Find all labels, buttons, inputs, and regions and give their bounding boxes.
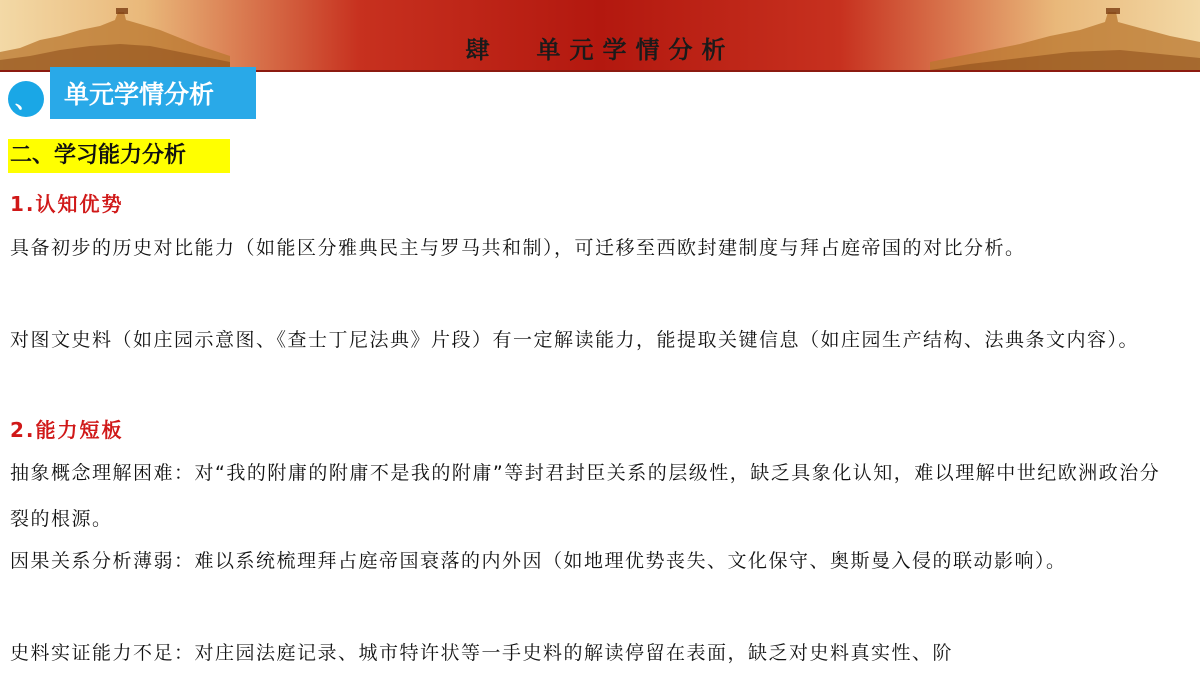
header-banner bbox=[0, 0, 1200, 70]
paragraph-strength-2: 对图文史料（如庄园示意图、《查士丁尼法典》片段）有一定解读能力，能提取关键信息（如庄园生产结构、法典条文内容）。 bbox=[10, 329, 1140, 351]
section-marker-icon bbox=[8, 81, 44, 117]
banner-title bbox=[0, 30, 1200, 65]
section-title: 单元学情分析 bbox=[536, 35, 735, 64]
subsection-title-weaknesses: 2.能力短板 bbox=[10, 418, 124, 442]
section-tag bbox=[50, 67, 256, 119]
paragraph-weakness-2: 因果关系分析薄弱：难以系统梳理拜占庭帝国衰落的内外因（如地理优势丧失、文化保守、奥斯曼入侵的联动影响）。 bbox=[10, 550, 1067, 572]
paragraph-weakness-1: 抽象概念理解困难：对“我的附庸的附庸不是我的附庸”等封君封臣关系的层级性，缺乏具象化认知，难以理解中世纪欧洲政治分裂的根源。 bbox=[10, 462, 1161, 530]
heading-highlight bbox=[8, 139, 230, 173]
section-tag-label: 单元学情分析 bbox=[64, 80, 215, 109]
section-marker-glyph: 、 bbox=[14, 88, 37, 114]
section-number: 肆 bbox=[465, 35, 499, 64]
paragraph-strength-1: 具备初步的历史对比能力（如能区分雅典民主与罗马共和制），可迁移至西欧封建制度与拜占庭帝国的对比分析。 bbox=[10, 237, 1026, 259]
heading-text: 二、学习能力分析 bbox=[10, 143, 187, 168]
subsection-title-strengths: 1.认知优势 bbox=[10, 192, 124, 216]
paragraph-weakness-3: 史料实证能力不足：对庄园法庭记录、城市特许状等一手史料的解读停留在表面，缺乏对史料真实性、阶 bbox=[10, 642, 954, 664]
